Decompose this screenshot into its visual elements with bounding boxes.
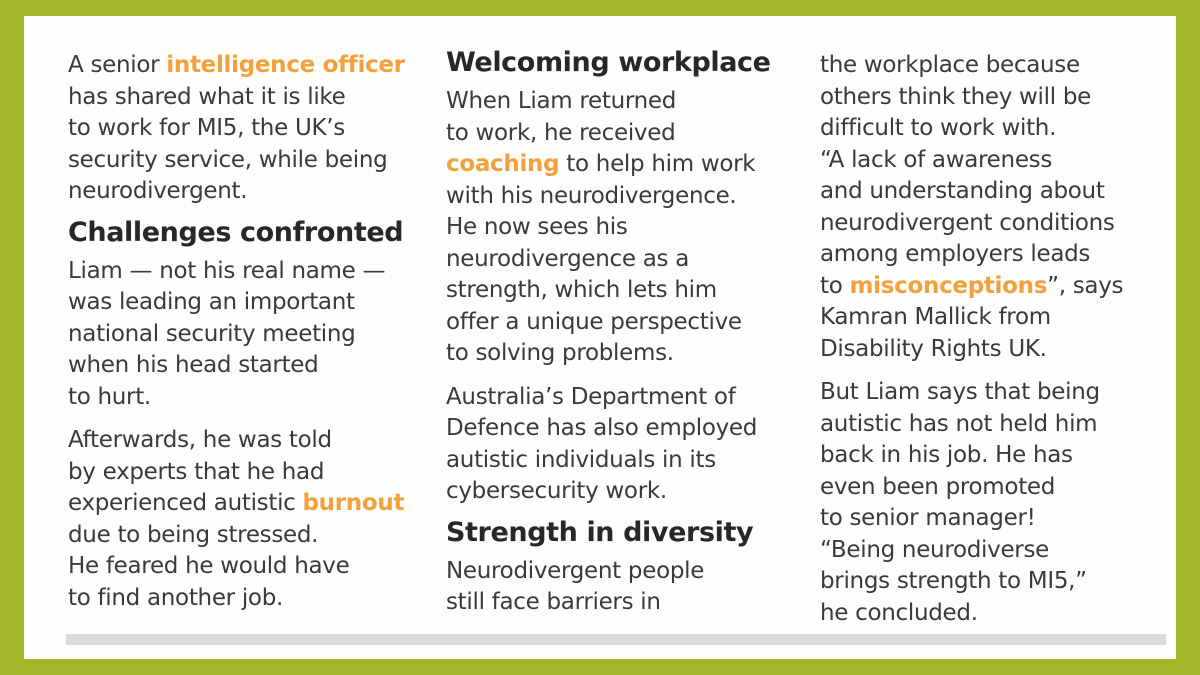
text-line: strength, which lets him [446,277,717,303]
text-line: difficult to work with. [820,115,1057,141]
paragraph [68,256,440,414]
text-line: with his neurodivergence. [446,182,737,209]
text-line: neurodivergence as a [446,245,690,272]
text-line: and understanding about [820,178,1105,204]
paragraph [820,50,1170,365]
text-line: security service, while being [68,146,388,173]
text-segment: A senior [68,52,167,78]
text-line: to find another job. [68,584,284,611]
text-line: by experts that he had [68,458,325,485]
text-line: has shared what it is like [68,83,346,110]
text-segment: to help him work [559,151,756,177]
text-line: Defence has also employed [446,415,758,441]
text-line: others think they will be [820,83,1091,110]
text-line: back in his job. He has [820,442,1073,468]
section-heading-strength: Strength in diversity [446,516,754,548]
column-1 [68,50,440,614]
text-line: to solving problems. [446,340,674,366]
text-line: He feared he would have [68,553,350,579]
paragraph [68,425,440,614]
paragraph-gap [820,365,1170,377]
paragraph [446,382,818,508]
article-card [24,16,1176,659]
text-line: autistic individuals in its [446,446,716,473]
text-line: due to being stressed. [68,521,319,548]
highlight-term: misconceptions [849,272,1048,299]
text-line: Disability Rights UK. [820,335,1047,362]
text-line: Neurodivergent people [446,557,705,584]
text-line: offer a unique perspective [446,308,742,335]
text-line: neurodivergent. [68,178,248,204]
text-line: the workplace because [820,52,1080,78]
text-line: he concluded. [820,599,978,626]
text-line: to hurt. [68,383,151,410]
text-line: “A lack of awareness [820,146,1053,173]
section-heading-challenges: Challenges confronted [68,216,404,248]
paragraph [446,556,818,619]
text-line: was leading an important [68,289,355,315]
text-line: Liam — not his real name — [68,257,386,284]
text-line [820,271,1170,303]
text-line: When Liam returned [446,88,677,114]
text-line: to senior manager! [820,505,1036,531]
highlight-term: coaching [446,151,560,177]
text-line: cybersecurity work. [446,478,667,504]
text-line: But Liam says that being [820,379,1100,405]
text-line: when his head started [68,352,319,378]
text-line [68,488,440,520]
text-line: neurodivergent conditions [820,209,1115,236]
section-heading-welcoming: Welcoming workplace [446,47,771,78]
text-line: Kamran Mallick from [820,304,1051,330]
text-line: to work for MI5, the UK’s [68,115,345,141]
text-line: still face barriers in [446,589,661,615]
text-segment: experienced autistic [68,490,303,516]
text-line [68,50,440,82]
highlight-term: burnout [302,490,405,516]
paragraph-gap [446,370,818,382]
paragraph [446,86,818,370]
text-line: national security meeting [68,320,356,347]
column-2 [446,47,818,619]
text-line [446,149,818,181]
column-3 [820,50,1170,629]
highlight-term: intelligence officer [166,52,405,78]
text-line: brings strength to MI5,” [820,568,1087,594]
text-line: Afterwards, he was told [68,427,332,453]
intro-paragraph [68,50,440,208]
text-segment: to [820,272,850,299]
text-line: autistic has not held him [820,410,1098,437]
text-line: He now sees his [446,214,628,240]
text-line: among employers leads [820,241,1091,267]
text-segment: ”, says [1047,272,1124,299]
paragraph-gap [68,413,440,425]
paragraph [820,377,1170,629]
text-line: Australia’s Department of [446,383,736,410]
text-line: even been promoted [820,473,1056,500]
text-line: “Being neurodiverse [820,536,1049,563]
text-line: to work, he received [446,119,676,146]
horizontal-scrollbar[interactable] [66,634,1166,645]
